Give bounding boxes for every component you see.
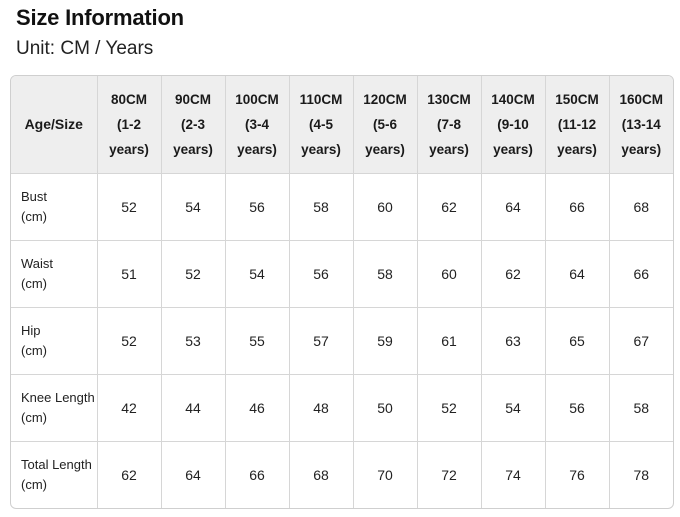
column-size-label: 120CM: [363, 91, 407, 107]
table-cell: 68: [609, 173, 673, 240]
column-age-label: years): [237, 141, 277, 157]
column-age-label: (5-6: [372, 116, 397, 132]
row-label: [11, 173, 97, 240]
column-age-label: years): [301, 141, 341, 157]
column-age-label: (11-12: [557, 116, 597, 132]
table-cell: 67: [609, 307, 673, 374]
table-cell: 56: [545, 374, 609, 441]
table-cell: 70: [353, 441, 417, 508]
column-age-label: (7-8: [436, 116, 461, 132]
column-size-label: 160CM: [619, 91, 664, 107]
table-cell: 72: [417, 441, 481, 508]
column-age-label: years): [365, 141, 405, 157]
column-age-label: years): [109, 141, 149, 157]
page-title: Size Information: [16, 5, 184, 30]
table-cell: 50: [353, 374, 417, 441]
column-header-140cm: [481, 76, 545, 173]
column-size-label: 150CM: [555, 91, 599, 107]
table-row: [11, 173, 673, 240]
table-cell: 54: [225, 240, 289, 307]
table-cell: 68: [289, 441, 353, 508]
table-cell: 44: [161, 374, 225, 441]
row-label: [11, 441, 97, 508]
column-age-label: years): [493, 141, 533, 157]
table-cell: 66: [225, 441, 289, 508]
column-age-label: years): [173, 141, 213, 157]
row-label-name: Bust: [21, 188, 48, 204]
column-age-label: (13-14: [621, 116, 661, 132]
table-cell: 58: [289, 173, 353, 240]
column-age-label: (3-4: [244, 116, 269, 132]
column-size-label: 90CM: [174, 91, 211, 107]
table-cell: 61: [417, 307, 481, 374]
column-size-label: 140CM: [491, 91, 535, 107]
row-label: [11, 307, 97, 374]
table-cell: 42: [97, 374, 161, 441]
column-header-100cm: [225, 76, 289, 173]
table-cell: 52: [161, 240, 225, 307]
row-label: [11, 240, 97, 307]
table-cell: 46: [225, 374, 289, 441]
column-age-label: years): [557, 141, 597, 157]
column-size-label: 130CM: [427, 91, 471, 107]
row-label-unit: (cm): [21, 342, 47, 358]
table-cell: 58: [353, 240, 417, 307]
table-row: [11, 441, 673, 508]
table-cell: 58: [609, 374, 673, 441]
table-cell: 63: [481, 307, 545, 374]
table-cell: 78: [609, 441, 673, 508]
table-row: [11, 307, 673, 374]
table-cell: 54: [161, 173, 225, 240]
table-cell: 76: [545, 441, 609, 508]
column-header-130cm: [417, 76, 481, 173]
table-cell: 74: [481, 441, 545, 508]
header-row: [11, 76, 673, 173]
table-body: [11, 173, 673, 508]
table-cell: 52: [417, 374, 481, 441]
table-row: [11, 374, 673, 441]
column-size-label: 110CM: [299, 91, 343, 107]
table-cell: 64: [545, 240, 609, 307]
table-cell: 52: [97, 307, 161, 374]
row-label-unit: (cm): [21, 409, 47, 425]
table-cell: 53: [161, 307, 225, 374]
size-table-container: [10, 75, 674, 509]
table-cell: 66: [545, 173, 609, 240]
table-cell: 56: [289, 240, 353, 307]
column-age-label: (1-2: [116, 116, 141, 132]
column-age-label: (2-3: [180, 116, 205, 132]
table-cell: 57: [289, 307, 353, 374]
table-cell: 62: [97, 441, 161, 508]
column-header-150cm: [545, 76, 609, 173]
row-label-name: Hip: [21, 322, 41, 338]
row-label-name: Total Length: [21, 456, 92, 472]
table-row: [11, 240, 673, 307]
column-age-label: (9-10: [497, 116, 529, 132]
row-label-name: Knee Length: [21, 389, 95, 405]
column-header-160cm: [609, 76, 673, 173]
table-cell: 55: [225, 307, 289, 374]
table-cell: 59: [353, 307, 417, 374]
size-table: [11, 76, 673, 508]
corner-header: Age/Size: [11, 76, 97, 173]
row-label-name: Waist: [21, 255, 54, 271]
table-cell: 60: [417, 240, 481, 307]
table-cell: 64: [161, 441, 225, 508]
column-header-120cm: [353, 76, 417, 173]
table-cell: 62: [481, 240, 545, 307]
column-size-label: 100CM: [235, 91, 279, 107]
table-cell: 51: [97, 240, 161, 307]
row-label-unit: (cm): [21, 476, 47, 492]
column-age-label: years): [429, 141, 469, 157]
table-cell: 65: [545, 307, 609, 374]
table-cell: 52: [97, 173, 161, 240]
row-label-unit: (cm): [21, 275, 47, 291]
column-header-90cm: [161, 76, 225, 173]
table-cell: 62: [417, 173, 481, 240]
table-cell: 60: [353, 173, 417, 240]
table-cell: 64: [481, 173, 545, 240]
unit-subtitle: Unit: CM / Years: [16, 38, 154, 59]
column-size-label: 80CM: [110, 91, 147, 107]
column-age-label: years): [621, 141, 662, 157]
row-label: [11, 374, 97, 441]
table-cell: 56: [225, 173, 289, 240]
table-cell: 66: [609, 240, 673, 307]
table-cell: 54: [481, 374, 545, 441]
row-label-unit: (cm): [21, 208, 47, 224]
column-header-80cm: [97, 76, 161, 173]
table-cell: 48: [289, 374, 353, 441]
column-age-label: (4-5: [308, 116, 333, 132]
column-header-110cm: [289, 76, 353, 173]
